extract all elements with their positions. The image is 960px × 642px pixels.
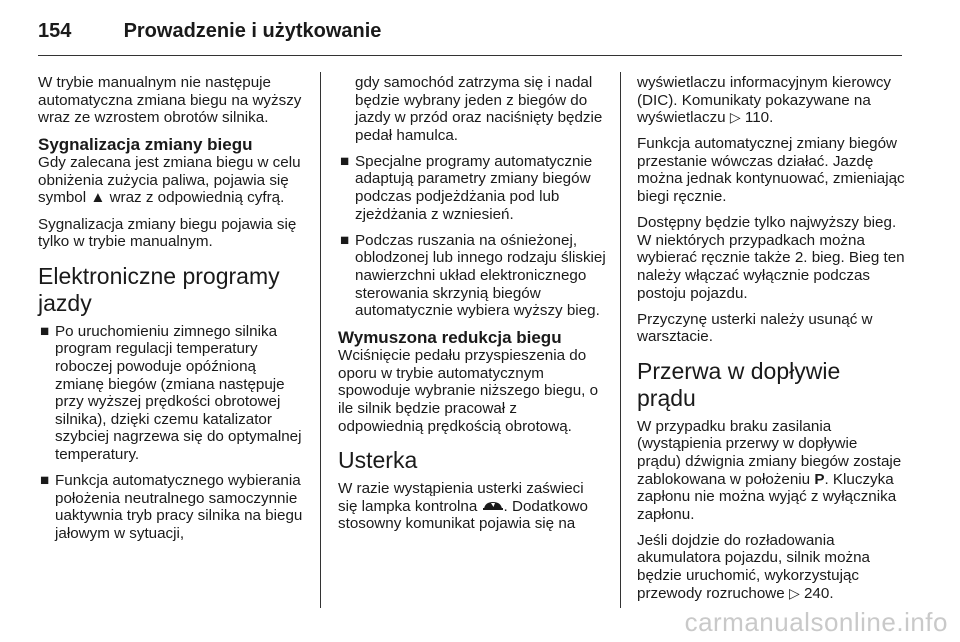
power-text-b: . Kluczyka zapłonu nie można wyjąć z wyłącznika zapłonu. bbox=[637, 470, 897, 523]
continued-text-dic bbox=[637, 74, 905, 127]
bullet-icon: ■ bbox=[340, 231, 350, 249]
list-item-text: Podczas ruszania na ośnieżonej, oblodzonej lub innego rodzaju śliskiej nawierzchni układ elektronicznego sterowania skrzynią biegów automatycznie wybiera wyższy bieg. bbox=[355, 231, 606, 320]
list-item bbox=[38, 323, 306, 464]
header-rule bbox=[38, 55, 902, 56]
column-divider-2 bbox=[620, 72, 621, 608]
shift-paragraph-1: Gdy zalecana jest zmiana biegu w celu obniżenia zużycia paliwa, pojawia się symbol ▲ wraz z odpowiednią cyfrą. bbox=[38, 154, 301, 207]
arrow-ref-icon: ▷ bbox=[788, 584, 800, 601]
fault-paragraph-4: Przyczynę usterki należy usunąć w warsztacie. bbox=[637, 310, 873, 346]
page-header bbox=[38, 16, 900, 46]
list-item bbox=[338, 232, 606, 320]
list-item-text: Specjalne programy automatycznie adaptują parametry zmiany biegów podczas podjeżdżania pod lub zjeżdżania z wzniesień. bbox=[355, 152, 593, 223]
power-text-a: W przypadku braku zasilania (wystąpienia przerwy w dopływie prądu) dźwignia zmiany biegów zostaje zablokowana w położeniu bbox=[637, 417, 902, 488]
heading-kickdown: Wymuszona redukcja biegu bbox=[338, 328, 562, 348]
watermark: carmanualsonline.info bbox=[684, 607, 948, 637]
column-3 bbox=[637, 74, 905, 611]
programs-list bbox=[38, 323, 306, 543]
column-divider-1 bbox=[320, 72, 321, 608]
bullet-icon: ■ bbox=[40, 322, 50, 340]
list-item bbox=[38, 472, 306, 542]
dic-text: wyświetlaczu informacyjnym kierowcy (DIC). Komunikaty pokazywane na wyświetlaczu bbox=[637, 74, 892, 127]
battery-text: Jeśli dojdzie do rozładowania akumulatora pojazdu, silnik można będzie uruchomić, wykorzystując przewody rozruchowe bbox=[637, 531, 870, 602]
programs-list-cont bbox=[338, 153, 606, 320]
power-paragraph-1 bbox=[637, 418, 905, 524]
fault-paragraph bbox=[338, 480, 606, 533]
intro-paragraph: W trybie manualnym nie następuje automatyczna zmiana biegu na wyższy wraz ze wzrostem obrotów silnika. bbox=[38, 74, 302, 127]
bullet-icon: ■ bbox=[40, 472, 50, 489]
heading-fault: Usterka bbox=[338, 447, 418, 474]
page-reference-240[interactable]: 240. bbox=[803, 584, 834, 602]
kickdown-paragraph: Wciśnięcie pedału przyspieszenia do oporu w trybie automatycznym spowoduje wybranie niższego biegu, o ile silnik będzie pracował z odpowiednią prędkością obrotową. bbox=[338, 347, 599, 435]
fault-paragraph-2: Funkcja automatycznej zmiany biegów przestanie wówczas działać. Jazdę można jednak kontynuować, zmieniając biegi ręcznie. bbox=[637, 135, 905, 206]
continued-text: gdy samochód zatrzyma się i nadal będzie wybrany jeden z biegów do jazdy w przód oraz naciśnięty będzie pedał hamulca. bbox=[355, 74, 603, 144]
list-item-text: Po uruchomieniu zimnego silnika program regulacji temperatury roboczej powoduje opóźnioną zmianę biegów (zmiana następuje przy wyższej prędkości obrotowej silnika), dzięki czemu katalizator szybciej nagrzewa się do optymalnej temperatury. bbox=[55, 322, 302, 463]
shift-paragraph-2: Sygnalizacja zmiany biegu pojawia się tylko w trybie manualnym. bbox=[38, 215, 297, 251]
list-item bbox=[338, 153, 606, 223]
power-paragraph-2 bbox=[637, 532, 905, 602]
heading-power-loss: Przerwa w dopływie prądu bbox=[637, 357, 841, 411]
fault-text-a: W razie wystąpienia usterki zaświeci się lampka kontrolna bbox=[338, 480, 584, 515]
fault-text-b: . Dodatkowo stosowny komunikat pojawia się na bbox=[338, 497, 588, 533]
fault-paragraph-3: Dostępny będzie tylko najwyższy bieg. W niektórych przypadkach można wybierać ręcznie także 2. bieg. Bieg ten należy włączać wyłącznie podczas postoju pojazdu. bbox=[637, 214, 905, 302]
transmission-warning-icon bbox=[482, 499, 504, 512]
list-item-text: Funkcja automatycznego wybierania położenia neutralnego samoczynnie uaktywnia tryb pracy silnika na biegu jałowym w sytuacji, bbox=[55, 472, 303, 542]
chapter-title: Prowadzenie i użytkowanie bbox=[123, 20, 382, 42]
position-p-label: P bbox=[814, 470, 825, 488]
heading-shift-indicator: Sygnalizacja zmiany biegu bbox=[38, 135, 253, 155]
bullet-icon: ■ bbox=[340, 152, 350, 170]
arrow-ref-icon: ▷ bbox=[729, 109, 741, 126]
heading-programs: Elektroniczne programy jazdy bbox=[38, 262, 280, 316]
column-1 bbox=[38, 74, 306, 551]
page-number: 154 bbox=[38, 20, 72, 42]
column-2 bbox=[338, 74, 606, 541]
page-reference-110[interactable]: 110. bbox=[744, 109, 774, 127]
